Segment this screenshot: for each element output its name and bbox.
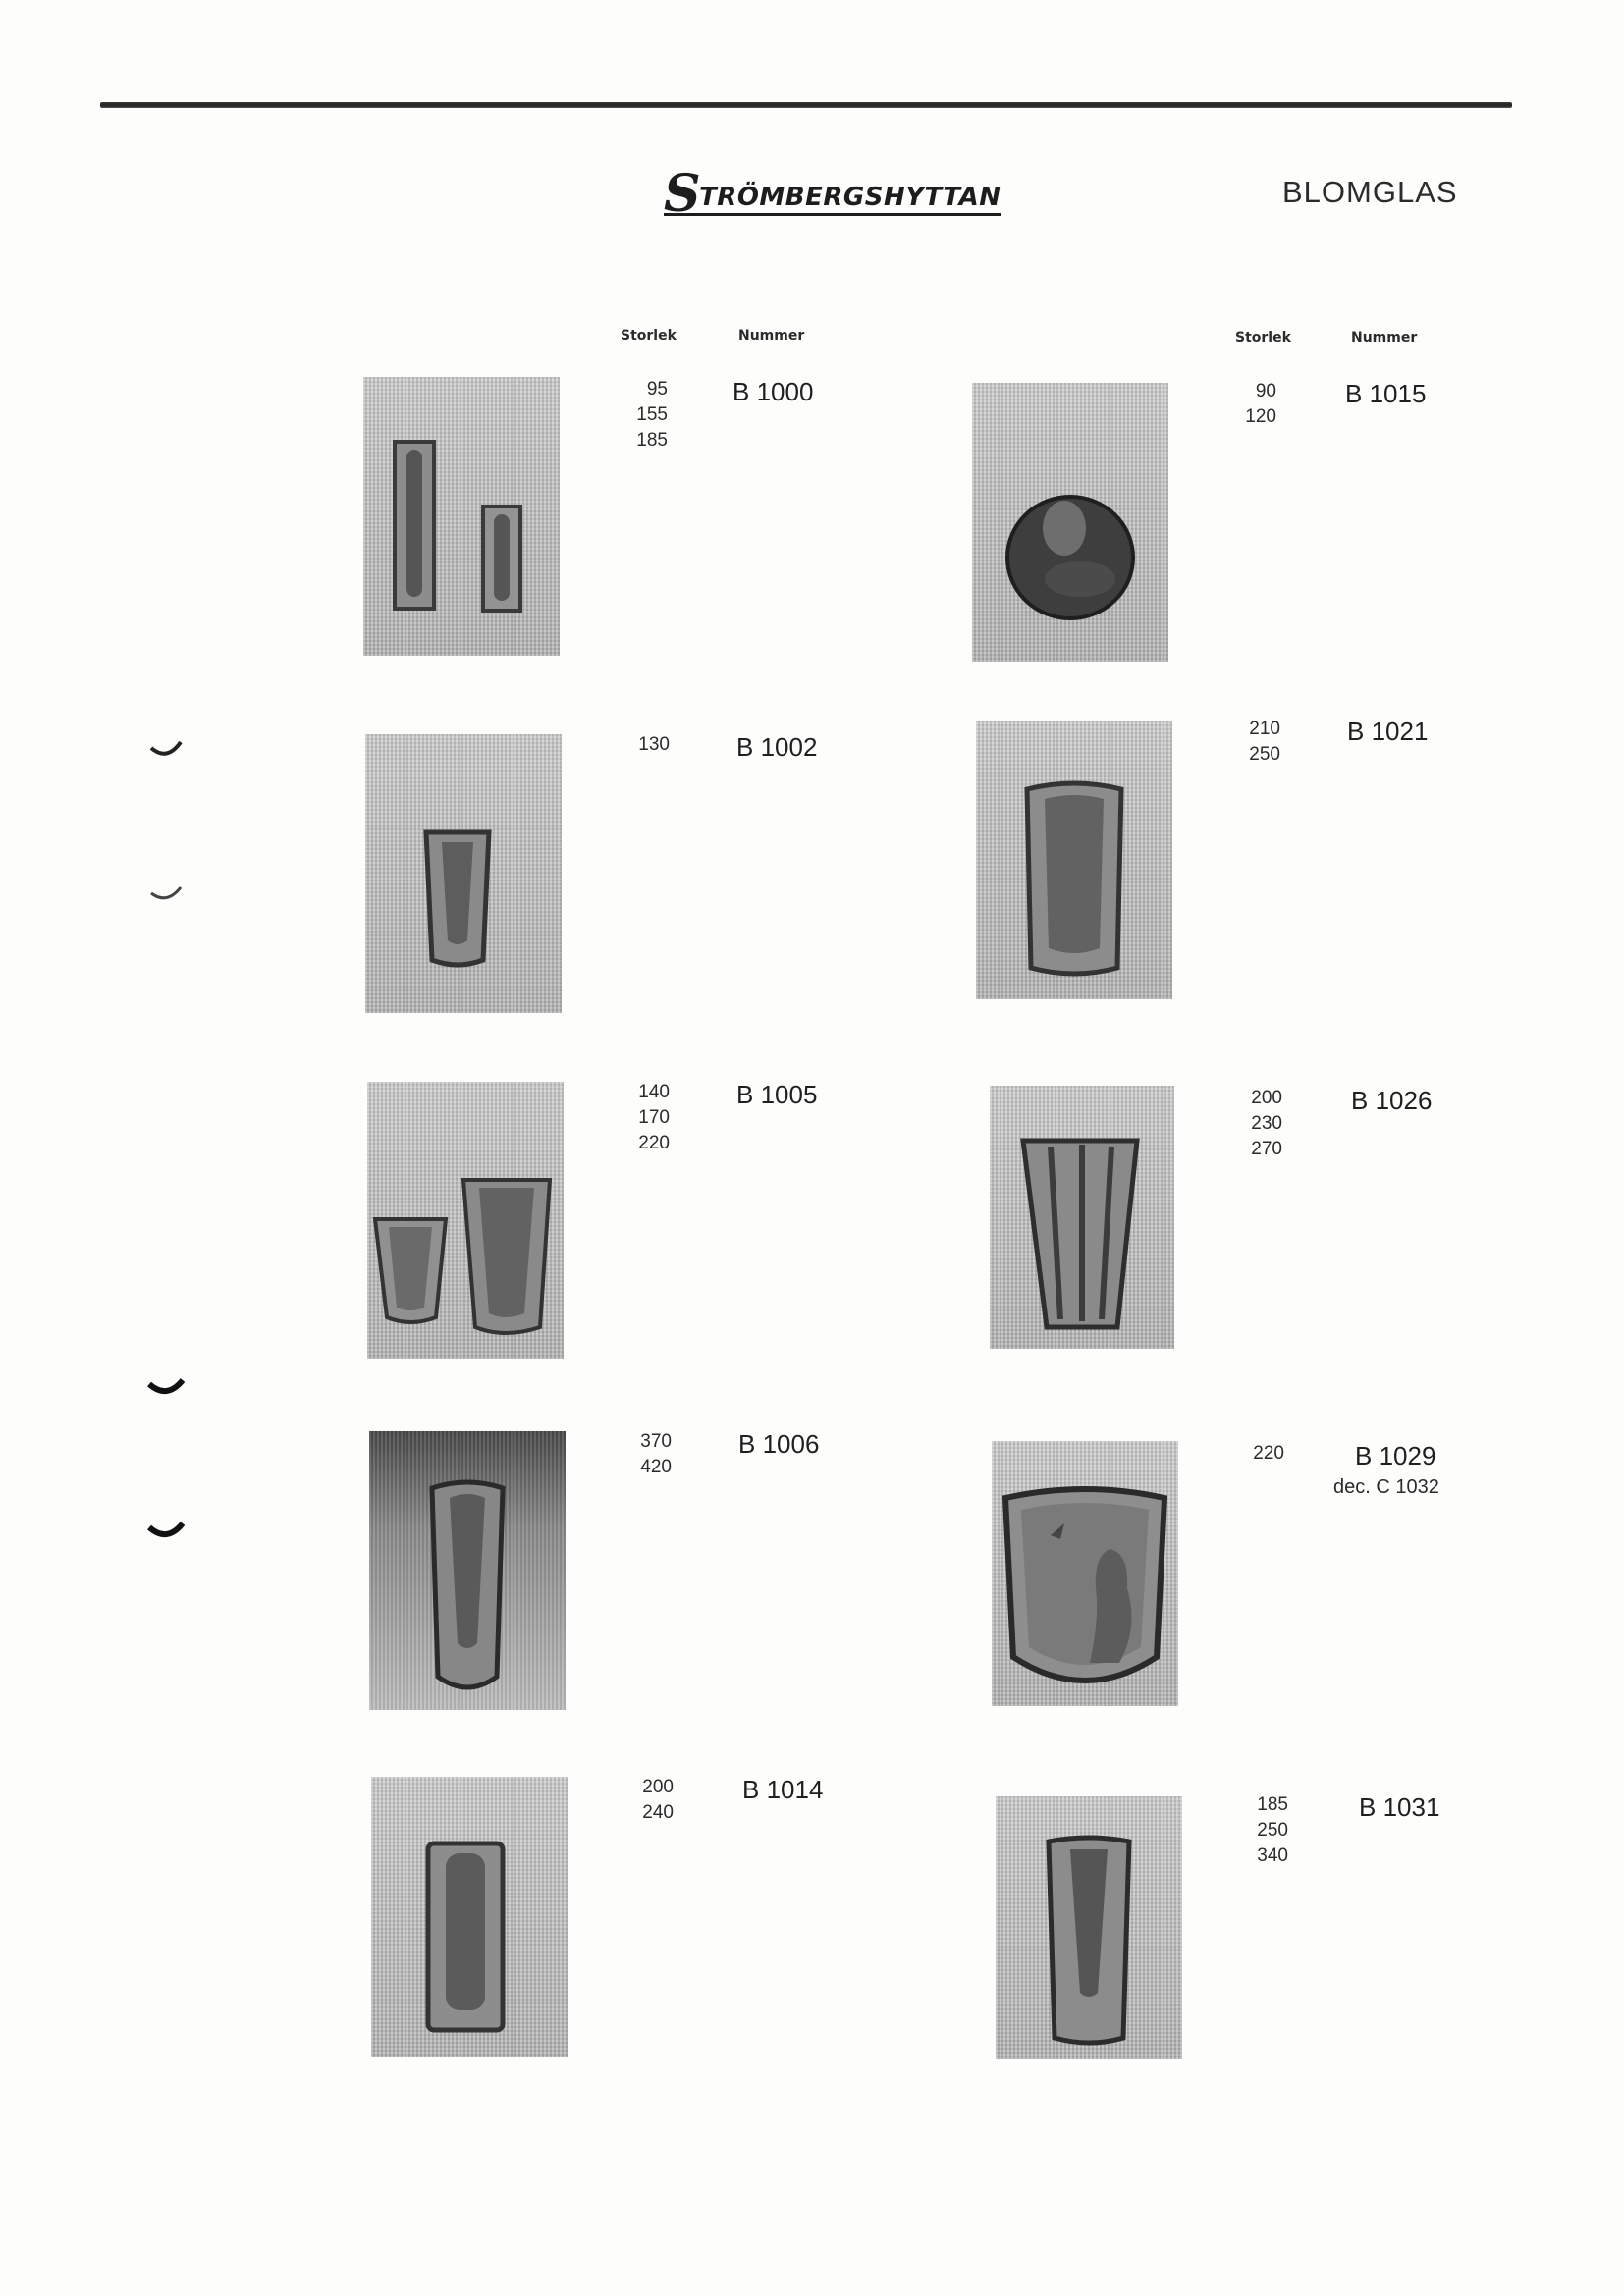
punch-hole-mark bbox=[147, 874, 185, 911]
sizes-b1029: 220 bbox=[1253, 1443, 1284, 1464]
brand-initial: S bbox=[664, 164, 702, 224]
item-number-b1031: B 1031 bbox=[1359, 1792, 1440, 1822]
sizes-b1026: 200 230 270 bbox=[1251, 1088, 1282, 1159]
product-photo-b1005 bbox=[367, 1082, 564, 1359]
cylinder-vase-image bbox=[371, 1777, 568, 2057]
ball-vase-image bbox=[972, 383, 1168, 662]
right-size-heading: Storlek bbox=[1235, 330, 1291, 346]
punch-hole-mark bbox=[147, 1366, 185, 1404]
left-number-heading: Nummer bbox=[738, 328, 805, 344]
item-number-b1002: B 1002 bbox=[736, 732, 818, 762]
category-title: BLOMGLAS bbox=[1282, 175, 1458, 209]
brand-name: TRÖMBERGSHYTTAN bbox=[699, 183, 1001, 212]
item-number-b1000: B 1000 bbox=[732, 377, 814, 406]
sizes-b1006: 370 420 bbox=[640, 1431, 672, 1477]
punch-hole-mark bbox=[147, 728, 185, 766]
sizes-b1014: 200 240 bbox=[642, 1777, 674, 1823]
sizes-b1005: 140 170 220 bbox=[638, 1082, 670, 1153]
product-photo-b1000 bbox=[363, 377, 560, 656]
thick-walled-vase-image bbox=[996, 1796, 1182, 2059]
product-photo-b1029 bbox=[992, 1441, 1178, 1706]
product-photo-b1014 bbox=[371, 1777, 568, 2057]
sizes-b1002: 130 bbox=[638, 734, 670, 755]
item-number-b1005: B 1005 bbox=[736, 1080, 818, 1109]
tall-narrow-vase-image bbox=[369, 1431, 566, 1710]
sizes-b1000: 95 155 185 bbox=[636, 379, 668, 451]
sizes-b1021: 210 250 bbox=[1249, 719, 1280, 765]
product-photo-b1006 bbox=[369, 1431, 566, 1710]
tapered-vases-image bbox=[367, 1082, 564, 1359]
item-number-b1006: B 1006 bbox=[738, 1429, 820, 1459]
faceted-vase-image bbox=[990, 1086, 1174, 1349]
product-photo-b1026 bbox=[990, 1086, 1174, 1349]
product-photo-b1015 bbox=[972, 383, 1168, 662]
sizes-b1015: 90 120 bbox=[1245, 381, 1276, 427]
item-number-b1015: B 1015 bbox=[1345, 379, 1427, 408]
tumbler-vase-image bbox=[365, 734, 562, 1013]
right-number-heading: Nummer bbox=[1351, 330, 1418, 346]
product-photo-b1021 bbox=[976, 721, 1172, 999]
product-photo-b1002 bbox=[365, 734, 562, 1013]
brand-logo bbox=[664, 164, 1001, 224]
left-size-heading: Storlek bbox=[621, 328, 677, 344]
block-vases-image bbox=[363, 377, 560, 656]
decoration-code-b1029: dec. C 1032 bbox=[1333, 1476, 1439, 1498]
item-number-b1026: B 1026 bbox=[1351, 1086, 1433, 1115]
top-rule bbox=[100, 102, 1512, 108]
item-number-b1029: B 1029 bbox=[1355, 1441, 1436, 1470]
item-number-b1014: B 1014 bbox=[742, 1775, 824, 1804]
product-photo-b1031 bbox=[996, 1796, 1182, 2059]
punch-hole-mark bbox=[147, 1510, 185, 1547]
sizes-b1031: 185 250 340 bbox=[1257, 1794, 1288, 1866]
item-number-b1021: B 1021 bbox=[1347, 717, 1429, 746]
oval-cylinder-vase-image bbox=[976, 721, 1172, 999]
engraved-vase-image bbox=[992, 1441, 1178, 1706]
